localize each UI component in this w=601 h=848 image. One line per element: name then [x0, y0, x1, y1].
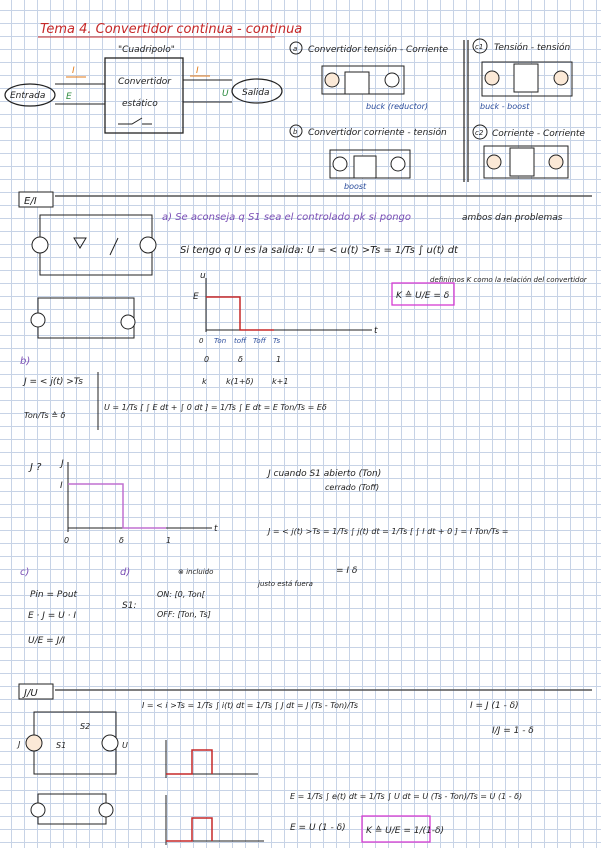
type-a-load	[385, 73, 399, 87]
note-a2: ambos dan problemas	[462, 213, 563, 223]
switch-s2	[110, 238, 118, 255]
mark-b: b	[293, 128, 298, 136]
source-j	[26, 735, 42, 751]
salida-label: Salida	[242, 88, 270, 98]
note-k: definimos K como la relación del convertidor	[430, 276, 587, 284]
s1-off: OFF: [Ton, Ts]	[157, 610, 211, 619]
label-d: d)	[120, 567, 131, 578]
row-a-1: δ	[238, 355, 243, 364]
circuit-ei	[40, 215, 152, 275]
mark-c2: c2	[475, 129, 484, 137]
type-a-label: Convertidor tensión - Corriente	[308, 45, 449, 55]
t-axis-label: t	[374, 326, 378, 336]
load-3	[99, 803, 113, 817]
block-label-2: estático	[122, 99, 158, 109]
i-level: I	[60, 481, 63, 491]
v-in-label: E	[66, 92, 72, 102]
j-zero: 0	[64, 536, 70, 545]
j-delta: δ	[119, 536, 124, 545]
block-label-1: Convertidor	[118, 77, 172, 87]
page-title: Tema 4. Convertidor continua - continua	[40, 22, 303, 37]
eq-i: I = < i >Ts = 1/Ts ∫ i(t) dt = 1/Ts ∫ J dt = J (Ts - Ton)/Ts	[142, 701, 358, 710]
type-c2-switch	[510, 148, 534, 176]
j-label: J	[18, 740, 21, 749]
type-c1-source	[485, 71, 499, 85]
diode-symbol	[74, 238, 86, 248]
j-one: 1	[166, 536, 172, 545]
type-a-switch	[345, 72, 369, 94]
converter-block	[105, 58, 183, 133]
j-note-2: cerrado (Toff)	[325, 483, 380, 492]
type-c2-source	[487, 155, 501, 169]
s1-on: ON: [0, Ton[	[157, 590, 205, 599]
row-a-0: 0	[204, 355, 210, 364]
eq-i-res: I = J (1 - δ)	[470, 701, 519, 711]
type-b-load	[391, 157, 405, 171]
j-waveform	[68, 484, 166, 528]
eq-ratio: U/E = J/I	[28, 636, 65, 646]
eq-pow: E · J = U · I	[28, 611, 77, 621]
v-out-label: U	[222, 89, 229, 99]
tick-ton: Ton	[214, 337, 227, 345]
s1-label: S1:	[122, 601, 137, 611]
source-e2	[31, 313, 45, 327]
eq-e: E = 1/Ts ∫ e(t) dt = 1/Ts ∫ U dt = U (Ts - Ton)/Ts = U (1 - δ)	[290, 792, 523, 801]
circuit-ei-2	[38, 298, 134, 338]
note-excl: justo está fuera	[258, 580, 313, 588]
eq-pin: Pin = Pout	[30, 590, 78, 600]
eq-i-ratio: I/J = 1 - δ	[492, 726, 534, 736]
switch-symbol	[118, 118, 152, 124]
row-b-1: k(1+δ)	[226, 377, 254, 386]
section-ju: J/U	[24, 688, 38, 699]
eq-j: J = < j(t) >Ts	[24, 377, 83, 387]
type-b-source	[333, 157, 347, 171]
s2-label: S2	[80, 722, 91, 731]
s1b-label: S1	[56, 741, 67, 750]
e-waveform-2	[166, 818, 212, 841]
label-c: c)	[20, 567, 30, 578]
j-axis-label: J	[61, 459, 64, 469]
i-in-label: I	[72, 66, 75, 76]
load-i	[140, 237, 156, 253]
type-b-caption: boost	[344, 182, 367, 191]
type-a-source	[325, 73, 339, 87]
type-b-label: Convertidor corriente - tensión	[308, 128, 447, 138]
entrada-label: Entrada	[10, 91, 46, 101]
type-c1-caption: buck - boost	[480, 102, 530, 111]
cuadripolo-label: "Cuadripolo"	[118, 45, 175, 55]
load-i2	[121, 315, 135, 329]
j-question: J ?	[30, 462, 42, 473]
tick-0: 0	[199, 337, 204, 345]
load-u	[102, 735, 118, 751]
j-note-1: J cuando S1 abierto (Ton)	[268, 469, 382, 479]
note-incl: ⊗ incluido	[178, 568, 214, 576]
i-waveform-2	[166, 750, 212, 774]
note-a: a) Se aconseja q S1 sea el controlado pk si pongo	[162, 212, 412, 223]
section-ei: E/I	[24, 196, 37, 207]
u-label: U	[122, 741, 128, 750]
e-level: E	[193, 292, 199, 302]
type-c2-load	[549, 155, 563, 169]
eq-e-res: E = U (1 - δ)	[290, 823, 346, 833]
label-b: b)	[20, 356, 31, 367]
eq-j-res: J = < j(t) >Ts = 1/Ts ∫ j(t) dt = 1/Ts [ ∫ I dt + 0 ] = I Ton/Ts =	[268, 527, 509, 536]
type-c2-label: Corriente - Corriente	[492, 129, 585, 139]
type-b-switch	[354, 156, 376, 178]
k-box: K ≙ U/E = δ	[396, 291, 450, 301]
mark-a: a	[293, 45, 298, 53]
type-a-caption: buck (reductor)	[366, 102, 429, 111]
u-axis-label: u	[200, 271, 206, 281]
tick-toff: Toff	[253, 337, 266, 345]
row-b-0: k	[202, 377, 207, 386]
row-b-2: k+1	[272, 377, 289, 386]
tick-ts: Ts	[273, 337, 281, 345]
i-out-label: I	[196, 66, 199, 76]
eq-j-res2: = I δ	[336, 566, 358, 576]
tick-toff-b: toff	[234, 337, 247, 345]
eq-ton-ts: Ton/Ts ≙ δ	[24, 411, 66, 420]
row-a-2: 1	[276, 355, 282, 364]
k-box-2: K ≙ U/E = 1/(1-δ)	[366, 826, 444, 836]
j-t-label: t	[214, 524, 218, 534]
eq-u-calc: U = 1/Ts [ ∫ E dt + ∫ 0 dt ] = 1/Ts ∫ E dt = E Ton/Ts = Eδ	[104, 403, 327, 412]
type-c1-label: Tensión - tensión	[494, 43, 571, 53]
type-c1-load	[554, 71, 568, 85]
type-c1-switch	[514, 64, 538, 92]
u-waveform	[206, 297, 274, 330]
source-e3	[31, 803, 45, 817]
mark-c1: c1	[475, 43, 484, 51]
circuit-ju-2	[38, 794, 106, 824]
eq-u: Si tengo q U es la salida: U = < u(t) >Ts = 1/Ts ∫ u(t) dt	[180, 245, 458, 256]
source-e	[32, 237, 48, 253]
